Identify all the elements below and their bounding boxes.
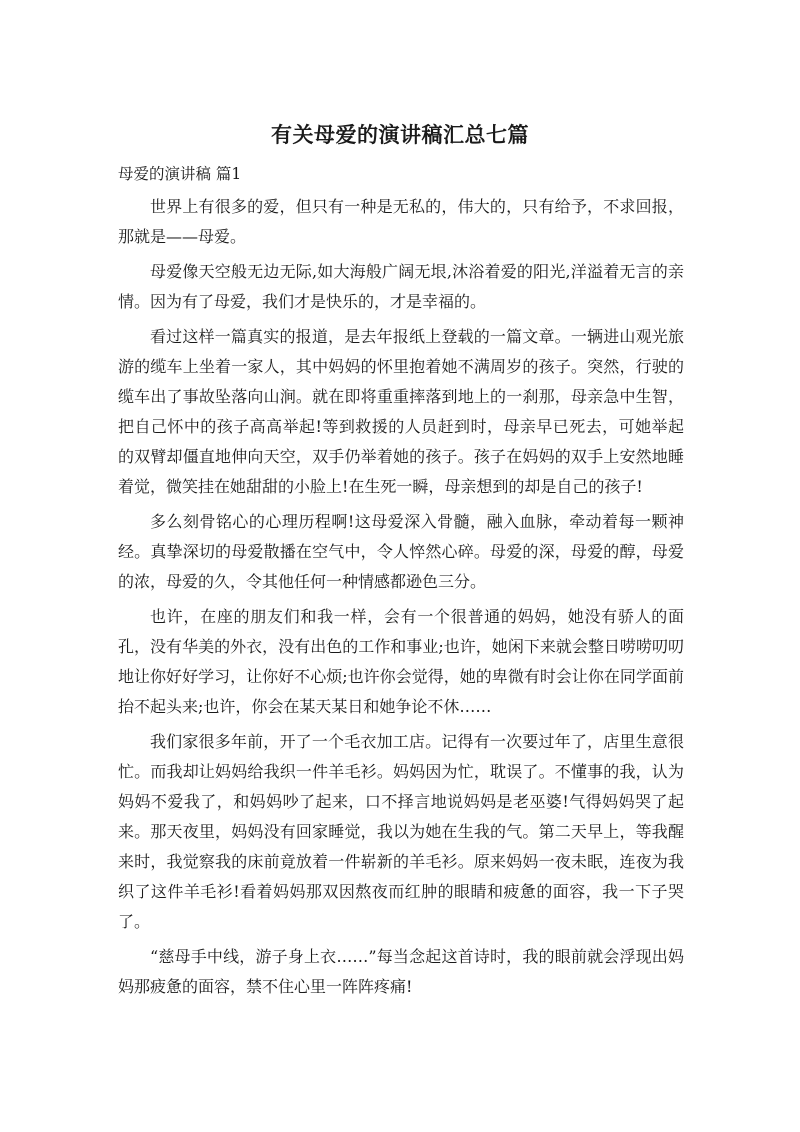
- document-title: 有关母爱的演讲稿汇总七篇: [271, 123, 529, 147]
- paragraph-2: 母爱像天空般无边无际,如大海般广阔无垠,沐浴着爱的阳光,洋溢着无言的亲情。因为有了母爱，我们才是快乐的，才是幸福的。: [118, 262, 684, 311]
- document-body: [118, 192, 684, 1007]
- section-title: 母爱的演讲稿 篇1: [118, 165, 242, 183]
- paragraph-3: 看过这样一篇真实的报道，是去年报纸上登载的一篇文章。一辆进山观光旅游的缆车上坐着一家人，其中妈妈的怀里抱着她不满周岁的孩子。突然，行驶的缆车出了事故坠落向山涧。就在即将重重摔落到地上的一刹那，母亲急中生智，把自己怀中的孩子高高举起!等到救援的人员赶到时，母亲早已死去，可她举起的双臂却僵直地伸向天空，双手仍举着她的孩子。孩子在妈妈的双手上安然地睡着觉，微笑挂在她甜甜的小脸上!在生死一瞬，母亲想到的却是自己的孩子!: [118, 327, 684, 496]
- paragraph-4: 多么刻骨铭心的心理历程啊!这母爱深入骨髓，融入血脉，牵动着每一颗神经。真挚深切的母爱散播在空气中，令人悴然心碎。母爱的深，母爱的醇，母爱的浓，母爱的久，令其他任何一种情感都逊色三分。: [118, 512, 684, 591]
- paragraph-5: 也许，在座的朋友们和我一样，会有一个很普通的妈妈，她没有骄人的面孔，没有华美的外衣，没有出色的工作和事业;也许，她闲下来就会整日唠唠叨叨地让你好好学习，让你好不心烦;也许你会觉得，她的卑微有时会让你在同学面前抬不起头来;也许，你会在某天某日和她争论不休……: [118, 607, 684, 716]
- paragraph-1: 世界上有很多的爱，但只有一种是无私的，伟大的，只有给予，不求回报，那就是——母爱。: [118, 197, 684, 246]
- paragraph-7: “慈母手中线，游子身上衣……”每当念起这首诗时，我的眼前就会浮现出妈妈那疲惫的面容，禁不住心里一阵阵疼痛!: [118, 947, 684, 996]
- paragraph-6: 我们家很多年前，开了一个毛衣加工店。记得有一次要过年了，店里生意很忙。而我却让妈妈给我织一件羊毛衫。妈妈因为忙，耽误了。不懂事的我，认为妈妈不爱我了，和妈妈吵了起来，口不择言地说妈妈是老巫婆!气得妈妈哭了起来。那天夜里，妈妈没有回家睡觉，我以为她在生我的气。第二天早上，等我醒来时，我觉察我的床前竟放着一件崭新的羊毛衫。原来妈妈一夜未眠，连夜为我织了这件羊毛衫!看着妈妈那双因熬夜而红肿的眼睛和疲惫的面容，我一下子哭了。: [118, 732, 684, 931]
